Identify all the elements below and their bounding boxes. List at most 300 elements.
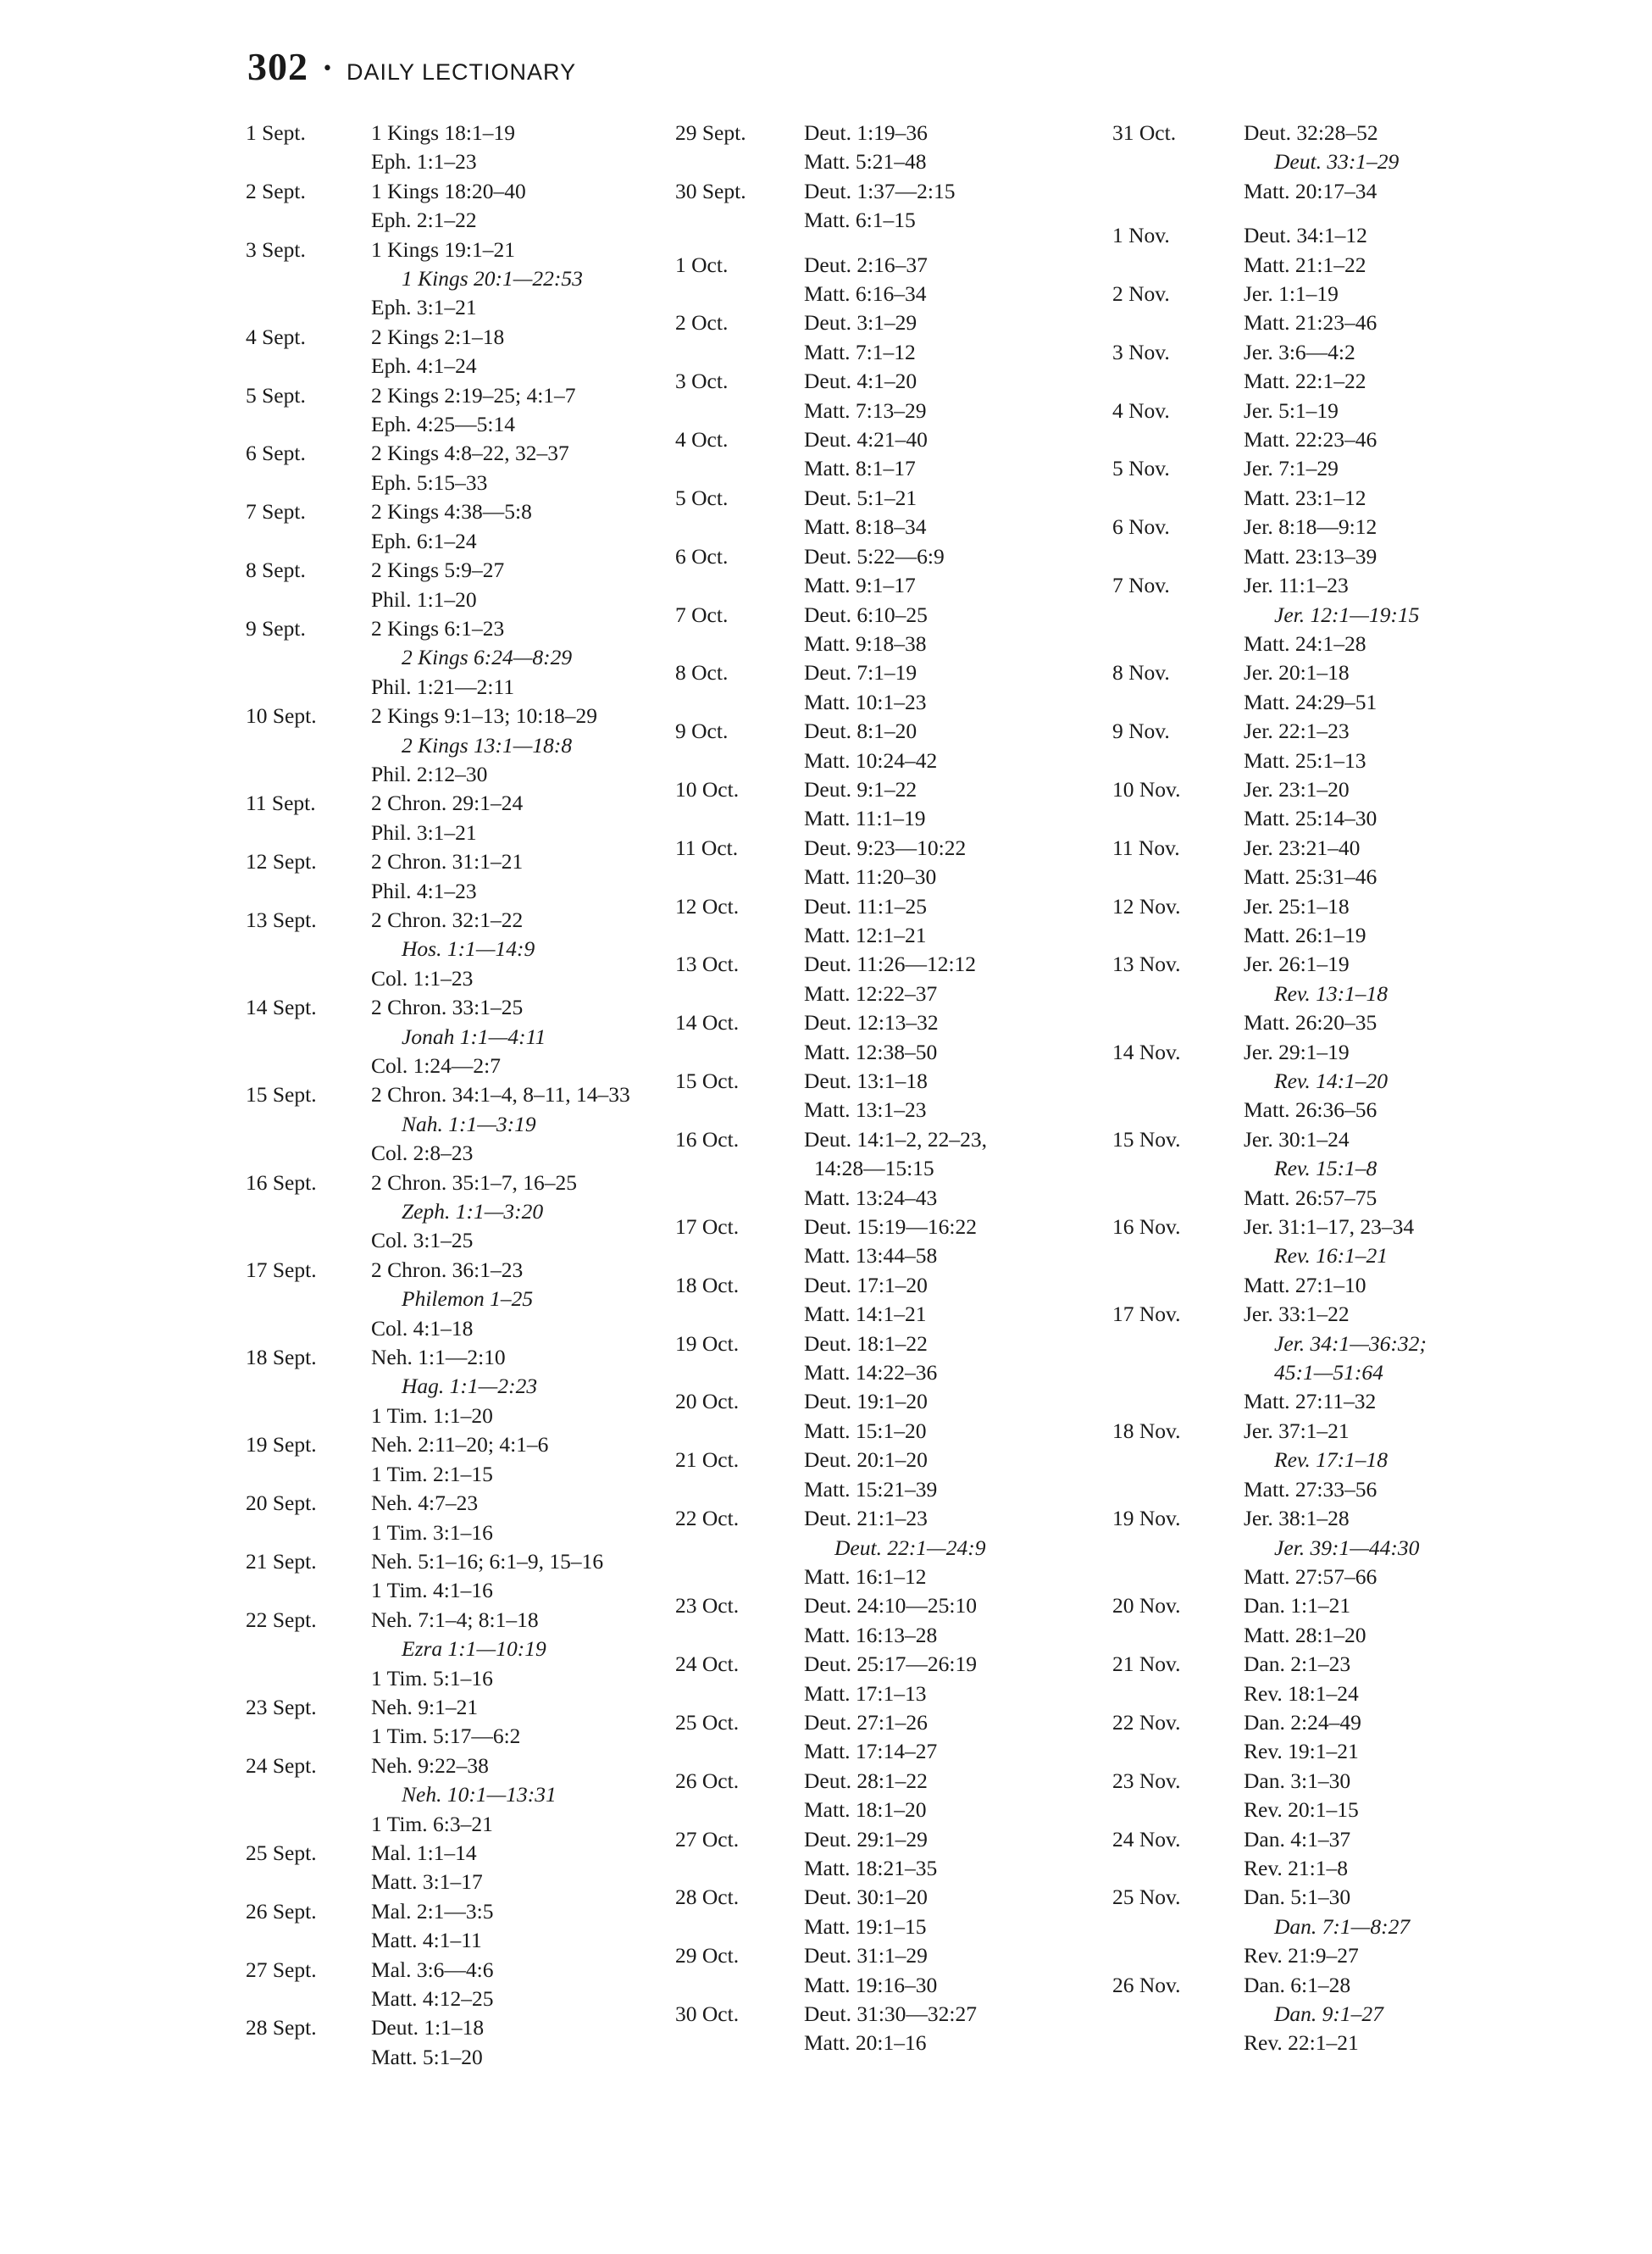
reading: Jer. 31:1–17, 23–34 — [1244, 1214, 1415, 1240]
reading: Rev. 21:9–27 — [1244, 1943, 1359, 1968]
reading: Jer. 22:1–23 — [1244, 719, 1350, 744]
reading: Jer. 20:1–18 — [1244, 660, 1350, 686]
reading: Col. 4:1–18 — [371, 1315, 474, 1341]
lectionary-entry — [246, 381, 669, 440]
entry-date: 7 Oct. — [675, 602, 729, 627]
lectionary-entry — [675, 1650, 1099, 1708]
entry-date: 27 Sept. — [246, 1957, 317, 1982]
reading: Deut. 11:1–25 — [804, 893, 927, 919]
entry-readings — [804, 1330, 1099, 1388]
lectionary-entry — [246, 847, 669, 906]
reading: Matt. 15:21–39 — [804, 1476, 938, 1502]
entry-date: 14 Sept. — [246, 995, 317, 1020]
lectionary-entry — [1112, 1213, 1451, 1300]
entry-date: 11 Sept. — [246, 791, 316, 816]
reading: Rev. 19:1–21 — [1244, 1739, 1359, 1764]
lectionary-entry — [1112, 571, 1451, 658]
entry-readings — [371, 323, 669, 381]
reading: Jer. 37:1–21 — [1244, 1418, 1350, 1443]
entry-readings — [804, 1125, 1099, 1213]
lectionary-entry — [246, 439, 669, 497]
entry-readings — [804, 601, 1099, 659]
entry-readings — [1244, 454, 1451, 513]
lectionary-entry — [1112, 1650, 1451, 1708]
lectionary-entry — [246, 2013, 669, 2072]
reading: Matt. 7:13–29 — [804, 397, 927, 423]
entry-readings — [371, 439, 669, 497]
entry-date: 19 Oct. — [675, 1330, 740, 1356]
lectionary-entry — [675, 251, 1099, 309]
entry-readings — [1244, 119, 1451, 206]
reading: Matt. 5:1–20 — [371, 2044, 483, 2069]
entry-date: 2 Sept. — [246, 178, 306, 203]
alternate-reading: Hos. 1:1—14:9 — [402, 936, 535, 962]
entry-readings — [1244, 1650, 1451, 1708]
entry-date: 8 Sept. — [246, 558, 306, 583]
lectionary-entry — [1112, 1971, 1451, 2058]
entry-readings — [804, 251, 1099, 309]
entry-readings — [1244, 1591, 1451, 1650]
reading: Matt. 22:23–46 — [1244, 427, 1378, 452]
reading: 2 Kings 4:38—5:8 — [371, 499, 532, 525]
entry-readings — [804, 717, 1099, 775]
reading: Matt. 16:1–12 — [804, 1563, 927, 1589]
entry-readings — [371, 1169, 669, 1256]
entry-date: 1 Oct. — [675, 252, 729, 277]
entry-date: 25 Oct. — [675, 1709, 740, 1735]
lectionary-entry — [675, 119, 1099, 177]
entry-date: 18 Nov. — [1112, 1418, 1181, 1443]
reading: Jer. 25:1–18 — [1244, 893, 1350, 919]
entry-readings — [804, 1883, 1099, 1941]
reading: Matt. 25:31–46 — [1244, 864, 1378, 890]
lectionary-entry — [1112, 1708, 1451, 1767]
entry-readings — [1244, 1125, 1451, 1213]
lectionary-entry — [675, 1213, 1099, 1271]
reading: 2 Chron. 34:1–4, 8–11, 14–33 — [371, 1082, 630, 1108]
reading: Matt. 12:1–21 — [804, 922, 927, 947]
entry-readings — [804, 1067, 1099, 1125]
entry-readings — [804, 834, 1099, 892]
entry-date: 26 Oct. — [675, 1768, 740, 1793]
entry-date: 21 Oct. — [675, 1447, 740, 1473]
entry-readings — [804, 1825, 1099, 1884]
entry-readings — [1244, 397, 1451, 455]
lectionary-entry — [675, 484, 1099, 542]
entry-readings — [371, 614, 669, 702]
reading: Neh. 7:1–4; 8:1–18 — [371, 1607, 539, 1632]
reading: Matt. 25:14–30 — [1244, 806, 1378, 831]
reading: Deut. 14:1–2, 22–23, — [804, 1126, 988, 1152]
entry-readings — [371, 1897, 669, 1956]
reading: 2 Chron. 35:1–7, 16–25 — [371, 1169, 577, 1195]
lectionary-entry — [675, 367, 1099, 425]
lectionary-entry — [675, 601, 1099, 659]
entry-date: 20 Sept. — [246, 1491, 317, 1516]
reading: Matt. 24:1–28 — [1244, 630, 1367, 656]
entry-readings — [1244, 658, 1451, 717]
entry-date: 21 Nov. — [1112, 1652, 1181, 1677]
entry-date: 4 Sept. — [246, 324, 306, 349]
lectionary-entry — [1112, 1504, 1451, 1591]
entry-readings — [1244, 280, 1451, 338]
reading: Matt. 25:1–13 — [1244, 747, 1367, 773]
entry-readings — [371, 119, 669, 177]
lectionary-entry — [1112, 454, 1451, 513]
lectionary-entry — [1112, 775, 1451, 834]
reading: 2 Kings 2:19–25; 4:1–7 — [371, 382, 576, 408]
alternate-reading: Jonah 1:1—4:11 — [402, 1024, 546, 1049]
entry-readings — [1244, 717, 1451, 775]
lectionary-entry — [246, 1897, 669, 1956]
entry-date: 5 Sept. — [246, 382, 306, 408]
alternate-reading: Hag. 1:1—2:23 — [402, 1374, 538, 1399]
alternate-reading: Rev. 14:1–20 — [1274, 1069, 1389, 1093]
lectionary-entry — [1112, 1417, 1451, 1504]
entry-date: 12 Sept. — [246, 849, 317, 874]
entry-date: 25 Nov. — [1112, 1885, 1181, 1910]
lectionary-entry — [246, 119, 669, 177]
entry-readings — [804, 658, 1099, 717]
reading: Rev. 22:1–21 — [1244, 2030, 1359, 2056]
entry-readings — [804, 1504, 1099, 1591]
lectionary-entry — [246, 1080, 669, 1168]
reading: 2 Chron. 31:1–21 — [371, 849, 524, 874]
entry-readings — [1244, 513, 1451, 571]
reading: Matt. 14:1–21 — [804, 1302, 927, 1327]
reading: Matt. 26:20–35 — [1244, 1010, 1378, 1035]
lectionary-entry — [1112, 1767, 1451, 1825]
entry-date: 13 Nov. — [1112, 952, 1181, 977]
reading: Phil. 1:21—2:11 — [371, 674, 515, 699]
lectionary-entry — [246, 323, 669, 381]
lectionary-entry — [675, 834, 1099, 892]
lectionary-entry — [675, 1504, 1099, 1591]
reading: 2 Chron. 32:1–22 — [371, 907, 524, 932]
entry-readings — [1244, 1300, 1451, 1417]
entry-readings — [1244, 1417, 1451, 1504]
entry-date: 6 Oct. — [675, 543, 729, 569]
entry-readings — [804, 1767, 1099, 1825]
reading: Eph. 4:25—5:14 — [371, 412, 515, 437]
entry-date: 12 Nov. — [1112, 893, 1181, 919]
entry-date: 9 Oct. — [675, 719, 729, 744]
entry-date: 7 Nov. — [1112, 573, 1170, 598]
lectionary-entry — [675, 1591, 1099, 1650]
reading: Deut. 1:19–36 — [804, 120, 928, 145]
lectionary-entry — [1112, 1125, 1451, 1213]
lectionary-entry — [246, 1430, 669, 1489]
page-header — [247, 44, 576, 89]
lectionary-entry — [1112, 338, 1451, 397]
reading: 14:28—15:15 — [814, 1156, 934, 1181]
reading: 2 Kings 6:1–23 — [371, 615, 505, 641]
reading: Matt. 13:1–23 — [804, 1097, 927, 1123]
entry-date: 29 Sept. — [675, 120, 746, 145]
entry-readings — [1244, 1038, 1451, 1125]
lectionary-entry — [246, 1489, 669, 1547]
reading: Deut. 5:1–21 — [804, 485, 917, 510]
entry-date: 26 Sept. — [246, 1898, 317, 1924]
reading: Jer. 23:21–40 — [1244, 835, 1361, 860]
lectionary-entry — [675, 1446, 1099, 1504]
reading: Matt. 27:33–56 — [1244, 1476, 1378, 1502]
lectionary-entry — [675, 1008, 1099, 1067]
reading: Matt. 14:22–36 — [804, 1360, 938, 1385]
entry-date: 20 Oct. — [675, 1389, 740, 1414]
entry-readings — [804, 892, 1099, 951]
reading: Col. 1:1–23 — [371, 965, 474, 991]
entry-readings — [804, 1591, 1099, 1650]
lectionary-entry — [675, 1883, 1099, 1941]
reading: Mal. 2:1—3:5 — [371, 1898, 494, 1924]
reading: 2 Kings 2:1–18 — [371, 324, 505, 349]
entry-readings — [371, 1080, 669, 1168]
reading: Jer. 1:1–19 — [1244, 281, 1339, 307]
lectionary-entry — [1112, 1883, 1451, 1970]
entry-readings — [371, 236, 669, 323]
reading: Jer. 38:1–28 — [1244, 1506, 1350, 1531]
reading: Dan. 6:1–28 — [1244, 1972, 1351, 1997]
lectionary-entry — [675, 1271, 1099, 1330]
entry-date: 28 Oct. — [675, 1885, 740, 1910]
reading: Matt. 21:23–46 — [1244, 310, 1378, 336]
entry-readings — [804, 1271, 1099, 1330]
alternate-reading: Jer. 39:1—44:30 — [1274, 1535, 1420, 1560]
reading: Eph. 6:1–24 — [371, 528, 477, 553]
reading: Deut. 17:1–20 — [804, 1272, 928, 1297]
reading: Col. 2:8–23 — [371, 1141, 474, 1166]
entry-readings — [1244, 834, 1451, 892]
entry-date: 13 Oct. — [675, 952, 740, 977]
entry-readings — [1244, 775, 1451, 834]
entry-readings — [371, 702, 669, 789]
entry-date: 15 Oct. — [675, 1069, 740, 1093]
lectionary-entry — [246, 1343, 669, 1430]
alternate-reading: Rev. 17:1–18 — [1274, 1447, 1389, 1473]
reading: Deut. 19:1–20 — [804, 1389, 928, 1414]
entry-date: 6 Nov. — [1112, 514, 1170, 540]
entry-readings — [371, 497, 669, 556]
lectionary-entry — [675, 658, 1099, 717]
page-title: DAILY LECTIONARY — [346, 59, 577, 85]
reading: Matt. 20:1–16 — [804, 2030, 927, 2056]
entry-readings — [804, 308, 1099, 367]
alternate-reading: Rev. 16:1–21 — [1274, 1243, 1389, 1269]
entry-readings — [804, 775, 1099, 834]
entry-date: 8 Oct. — [675, 660, 729, 686]
reading: Matt. 7:1–12 — [804, 339, 916, 364]
reading: Matt. 17:1–13 — [804, 1680, 927, 1706]
reading: Deut. 18:1–22 — [804, 1330, 928, 1356]
entry-date: 16 Nov. — [1112, 1214, 1181, 1240]
reading: Matt. 11:1–19 — [804, 806, 926, 831]
entry-readings — [1244, 1213, 1451, 1300]
lectionary-column-2 — [675, 119, 1099, 2058]
entry-date: 24 Sept. — [246, 1752, 317, 1778]
reading: Jer. 30:1–24 — [1244, 1126, 1350, 1152]
entry-date: 27 Oct. — [675, 1826, 740, 1852]
alternate-reading: Jer. 12:1—19:15 — [1274, 602, 1420, 627]
entry-readings — [1244, 1504, 1451, 1591]
lectionary-entry — [675, 1330, 1099, 1388]
reading: Jer. 3:6—4:2 — [1244, 339, 1355, 364]
reading: Dan. 2:1–23 — [1244, 1652, 1351, 1677]
entry-date: 23 Sept. — [246, 1694, 317, 1719]
entry-readings — [1244, 1767, 1451, 1825]
lectionary-entry — [246, 497, 669, 556]
lectionary-entry — [246, 556, 669, 614]
reading: Col. 1:24—2:7 — [371, 1053, 502, 1078]
lectionary-entry — [675, 1387, 1099, 1446]
reading: Deut. 6:10–25 — [804, 602, 928, 627]
lectionary-entry — [675, 950, 1099, 1008]
reading: 1 Kings 18:1–19 — [371, 120, 516, 145]
reading: Matt. 27:11–32 — [1244, 1389, 1377, 1414]
reading: Matt. 5:21–48 — [804, 149, 927, 175]
alternate-reading: 2 Kings 13:1—18:8 — [402, 732, 573, 758]
entry-date: 22 Oct. — [675, 1506, 740, 1531]
entry-date: 4 Nov. — [1112, 397, 1170, 423]
alternate-reading: Nah. 1:1—3:19 — [402, 1111, 536, 1136]
entry-readings — [371, 789, 669, 847]
lectionary-entry — [1112, 892, 1451, 951]
reading: Matt. 19:1–15 — [804, 1913, 927, 1939]
entry-date: 30 Sept. — [675, 178, 746, 203]
entry-date: 23 Nov. — [1112, 1768, 1181, 1793]
reading: Matt. 11:20–30 — [804, 864, 937, 890]
entry-date: 17 Oct. — [675, 1214, 740, 1240]
reading: Neh. 4:7–23 — [371, 1491, 479, 1516]
entry-readings — [371, 1752, 669, 1839]
reading: Phil. 4:1–23 — [371, 878, 477, 903]
reading: Matt. 4:12–25 — [371, 1986, 494, 2011]
alternate-reading: Dan. 9:1–27 — [1274, 2001, 1383, 2026]
entry-readings — [371, 1956, 669, 2014]
reading: Rev. 21:1–8 — [1244, 1855, 1349, 1880]
reading: Matt. 15:1–20 — [804, 1418, 927, 1443]
reading: Matt. 6:16–34 — [804, 281, 927, 307]
reading: Jer. 23:1–20 — [1244, 776, 1350, 802]
entry-date: 10 Nov. — [1112, 776, 1181, 802]
lectionary-entry — [1112, 950, 1451, 1037]
entry-date: 29 Oct. — [675, 1943, 740, 1968]
entry-date: 18 Sept. — [246, 1345, 317, 1370]
entry-date: 5 Nov. — [1112, 456, 1170, 481]
entry-date: 20 Nov. — [1112, 1593, 1181, 1618]
entry-readings — [804, 1941, 1099, 2000]
reading: Matt. 18:21–35 — [804, 1855, 938, 1880]
reading: Deut. 2:16–37 — [804, 252, 928, 277]
entry-readings — [1244, 1883, 1451, 1970]
reading: Deut. 8:1–20 — [804, 719, 917, 744]
lectionary-entry — [1112, 717, 1451, 775]
entry-readings — [804, 425, 1099, 484]
entry-date: 17 Sept. — [246, 1257, 317, 1282]
reading: 2 Kings 9:1–13; 10:18–29 — [371, 703, 598, 729]
lectionary-entry — [675, 1708, 1099, 1767]
alternate-reading: 45:1—51:64 — [1274, 1360, 1383, 1385]
lectionary-entry — [246, 906, 669, 993]
lectionary-entry — [1112, 834, 1451, 892]
lectionary-entry — [675, 775, 1099, 834]
reading: Col. 3:1–25 — [371, 1228, 474, 1253]
lectionary-entry — [1112, 658, 1451, 717]
entry-readings — [804, 1446, 1099, 1504]
reading: Eph. 3:1–21 — [371, 295, 477, 320]
reading: 1 Tim. 5:17—6:2 — [371, 1724, 521, 1749]
entry-readings — [804, 1213, 1099, 1271]
reading: 1 Tim. 4:1–16 — [371, 1578, 493, 1603]
lectionary-entry — [675, 308, 1099, 367]
entry-date: 30 Oct. — [675, 2001, 740, 2026]
reading: Matt. 13:44–58 — [804, 1243, 938, 1269]
entry-date: 24 Oct. — [675, 1652, 740, 1677]
reading: Deut. 7:1–19 — [804, 660, 917, 686]
lectionary-column-1 — [246, 119, 669, 2072]
entry-date: 22 Nov. — [1112, 1709, 1181, 1735]
lectionary-entry — [675, 542, 1099, 601]
reading: 1 Tim. 1:1–20 — [371, 1402, 493, 1428]
entry-date: 2 Oct. — [675, 310, 729, 336]
entry-date: 28 Sept. — [246, 2015, 317, 2040]
entry-readings — [1244, 1708, 1451, 1767]
reading: Deut. 12:13–32 — [804, 1010, 939, 1035]
entry-readings — [371, 556, 669, 614]
reading: Matt. 23:13–39 — [1244, 543, 1378, 569]
reading: 2 Chron. 36:1–23 — [371, 1257, 524, 1282]
reading: Deut. 9:1–22 — [804, 776, 917, 802]
lectionary-entry — [1112, 221, 1451, 280]
page-number: 302 — [247, 45, 308, 88]
entry-date: 14 Oct. — [675, 1010, 740, 1035]
reading: Dan. 1:1–21 — [1244, 1593, 1351, 1618]
entry-date: 16 Oct. — [675, 1126, 740, 1152]
lectionary-entry — [1112, 1038, 1451, 1125]
reading: Neh. 2:11–20; 4:1–6 — [371, 1432, 549, 1457]
reading: Matt. 3:1–17 — [371, 1869, 483, 1895]
alternate-reading: Philemon 1–25 — [402, 1286, 534, 1312]
reading: Matt. 18:1–20 — [804, 1797, 927, 1823]
entry-date: 5 Oct. — [675, 485, 729, 510]
reading: Mal. 1:1–14 — [371, 1840, 477, 1865]
lectionary-entry — [675, 892, 1099, 951]
entry-readings — [804, 950, 1099, 1008]
lectionary-entry — [1112, 1591, 1451, 1650]
reading: Jer. 33:1–22 — [1244, 1302, 1350, 1327]
entry-readings — [1244, 1825, 1451, 1884]
reading: 1 Tim. 5:1–16 — [371, 1665, 493, 1690]
lectionary-entry — [675, 2000, 1099, 2058]
reading: Mal. 3:6—4:6 — [371, 1957, 494, 1982]
reading: Deut. 1:37—2:15 — [804, 178, 956, 203]
lectionary-entry — [1112, 1300, 1451, 1417]
entry-readings — [1244, 221, 1451, 280]
entry-date: 11 Nov. — [1112, 835, 1180, 860]
entry-date: 31 Oct. — [1112, 120, 1177, 145]
reading: Phil. 2:12–30 — [371, 761, 488, 786]
reading: Matt. 4:1–11 — [371, 1928, 482, 1953]
reading: Matt. 8:1–17 — [804, 456, 916, 481]
lectionary-entry — [675, 177, 1099, 236]
reading: Matt. 17:14–27 — [804, 1739, 938, 1764]
lectionary-entry — [246, 177, 669, 236]
entry-date: 3 Nov. — [1112, 339, 1170, 364]
reading: Deut. 13:1–18 — [804, 1069, 928, 1093]
reading: Neh. 9:1–21 — [371, 1694, 479, 1719]
reading: Matt. 6:1–15 — [804, 208, 916, 233]
lectionary-entry — [246, 1169, 669, 1256]
